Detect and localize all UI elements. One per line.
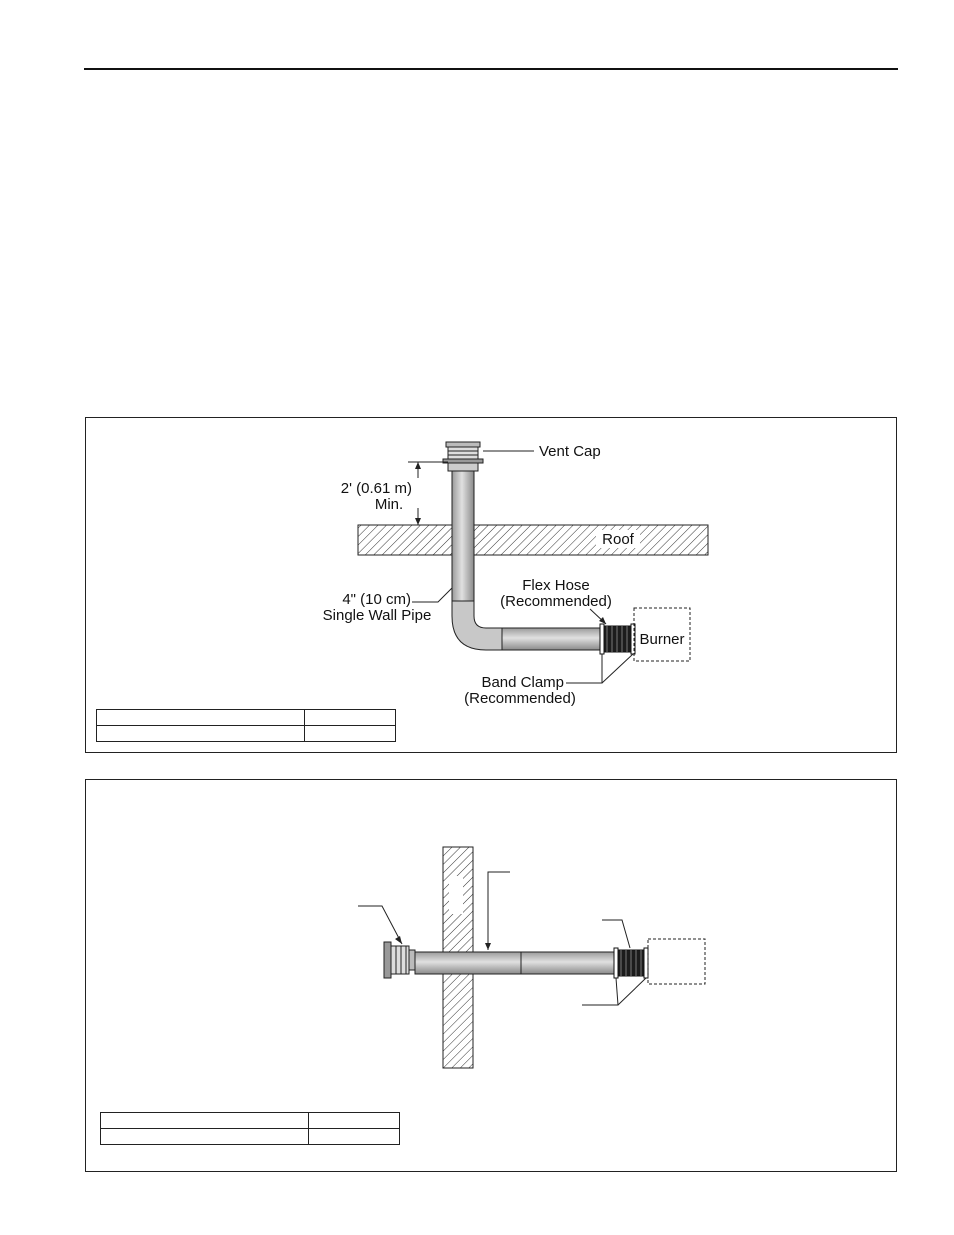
flex-hose-icon: [602, 626, 634, 652]
vent-cap-icon: [384, 942, 415, 978]
band-clamp-leader-left: [566, 654, 602, 683]
band-clamp-left: [600, 624, 604, 654]
clearance-label-line1: 2' (0.61 m): [340, 480, 412, 497]
vertical-pipe: [452, 471, 474, 601]
vent-cap-icon: [443, 442, 483, 471]
header-rule: [84, 68, 898, 70]
table-cell: [309, 1113, 400, 1129]
flex-hose-label-line2: (Recommended): [500, 593, 612, 610]
band-clamp-leader-right: [618, 978, 646, 1005]
band-clamp-leader-left: [582, 978, 618, 1005]
horizontal-pipe: [502, 628, 602, 650]
band-clamp-label-line1: Band Clamp: [481, 674, 564, 691]
pipe-section-through-wall: [415, 952, 521, 974]
burner-box: [648, 939, 705, 984]
figure1-caption-table: [96, 709, 396, 742]
pipe-leader: [412, 588, 452, 602]
table-row: [101, 1113, 400, 1129]
band-clamp-leader-right: [602, 654, 633, 683]
roof-label: Roof: [602, 531, 634, 548]
pipe-label-line1: 4" (10 cm): [342, 591, 411, 608]
band-clamp-right: [644, 948, 648, 978]
pipe-label-line2: Single Wall Pipe: [322, 607, 432, 624]
clearance-dimension: [408, 462, 448, 525]
flex-hose-icon: [616, 950, 646, 976]
vent-cap-leader: [358, 906, 402, 944]
table-cell: [309, 1129, 400, 1145]
roof-section: [358, 525, 708, 555]
table-cell: [305, 726, 396, 742]
band-clamp-left: [614, 948, 618, 978]
pipe-section-extension: [521, 952, 616, 974]
pipe-leader: [488, 872, 510, 950]
table-row: [97, 726, 396, 742]
clearance-label-line2: Min.: [374, 496, 404, 513]
figure-vertical-vent: [85, 417, 897, 753]
burner-label: Burner: [639, 631, 685, 648]
flex-hose-leader: [602, 920, 630, 948]
flex-hose-label-line1: Flex Hose: [522, 577, 590, 594]
table-cell: [97, 726, 305, 742]
wall-label-bg: [449, 876, 463, 914]
table-row: [101, 1129, 400, 1145]
table-row: [97, 710, 396, 726]
table-cell: [101, 1129, 309, 1145]
table-cell: [305, 710, 396, 726]
figure-horizontal-vent: [85, 779, 897, 1172]
elbow-pipe: [452, 601, 502, 650]
band-clamp-label-line2: (Recommended): [464, 690, 576, 707]
vent-cap-label: Vent Cap: [539, 443, 601, 460]
table-cell: [97, 710, 305, 726]
table-cell: [101, 1113, 309, 1129]
figure2-caption-table: [100, 1112, 400, 1145]
vertical-vent-diagram: [86, 418, 898, 754]
